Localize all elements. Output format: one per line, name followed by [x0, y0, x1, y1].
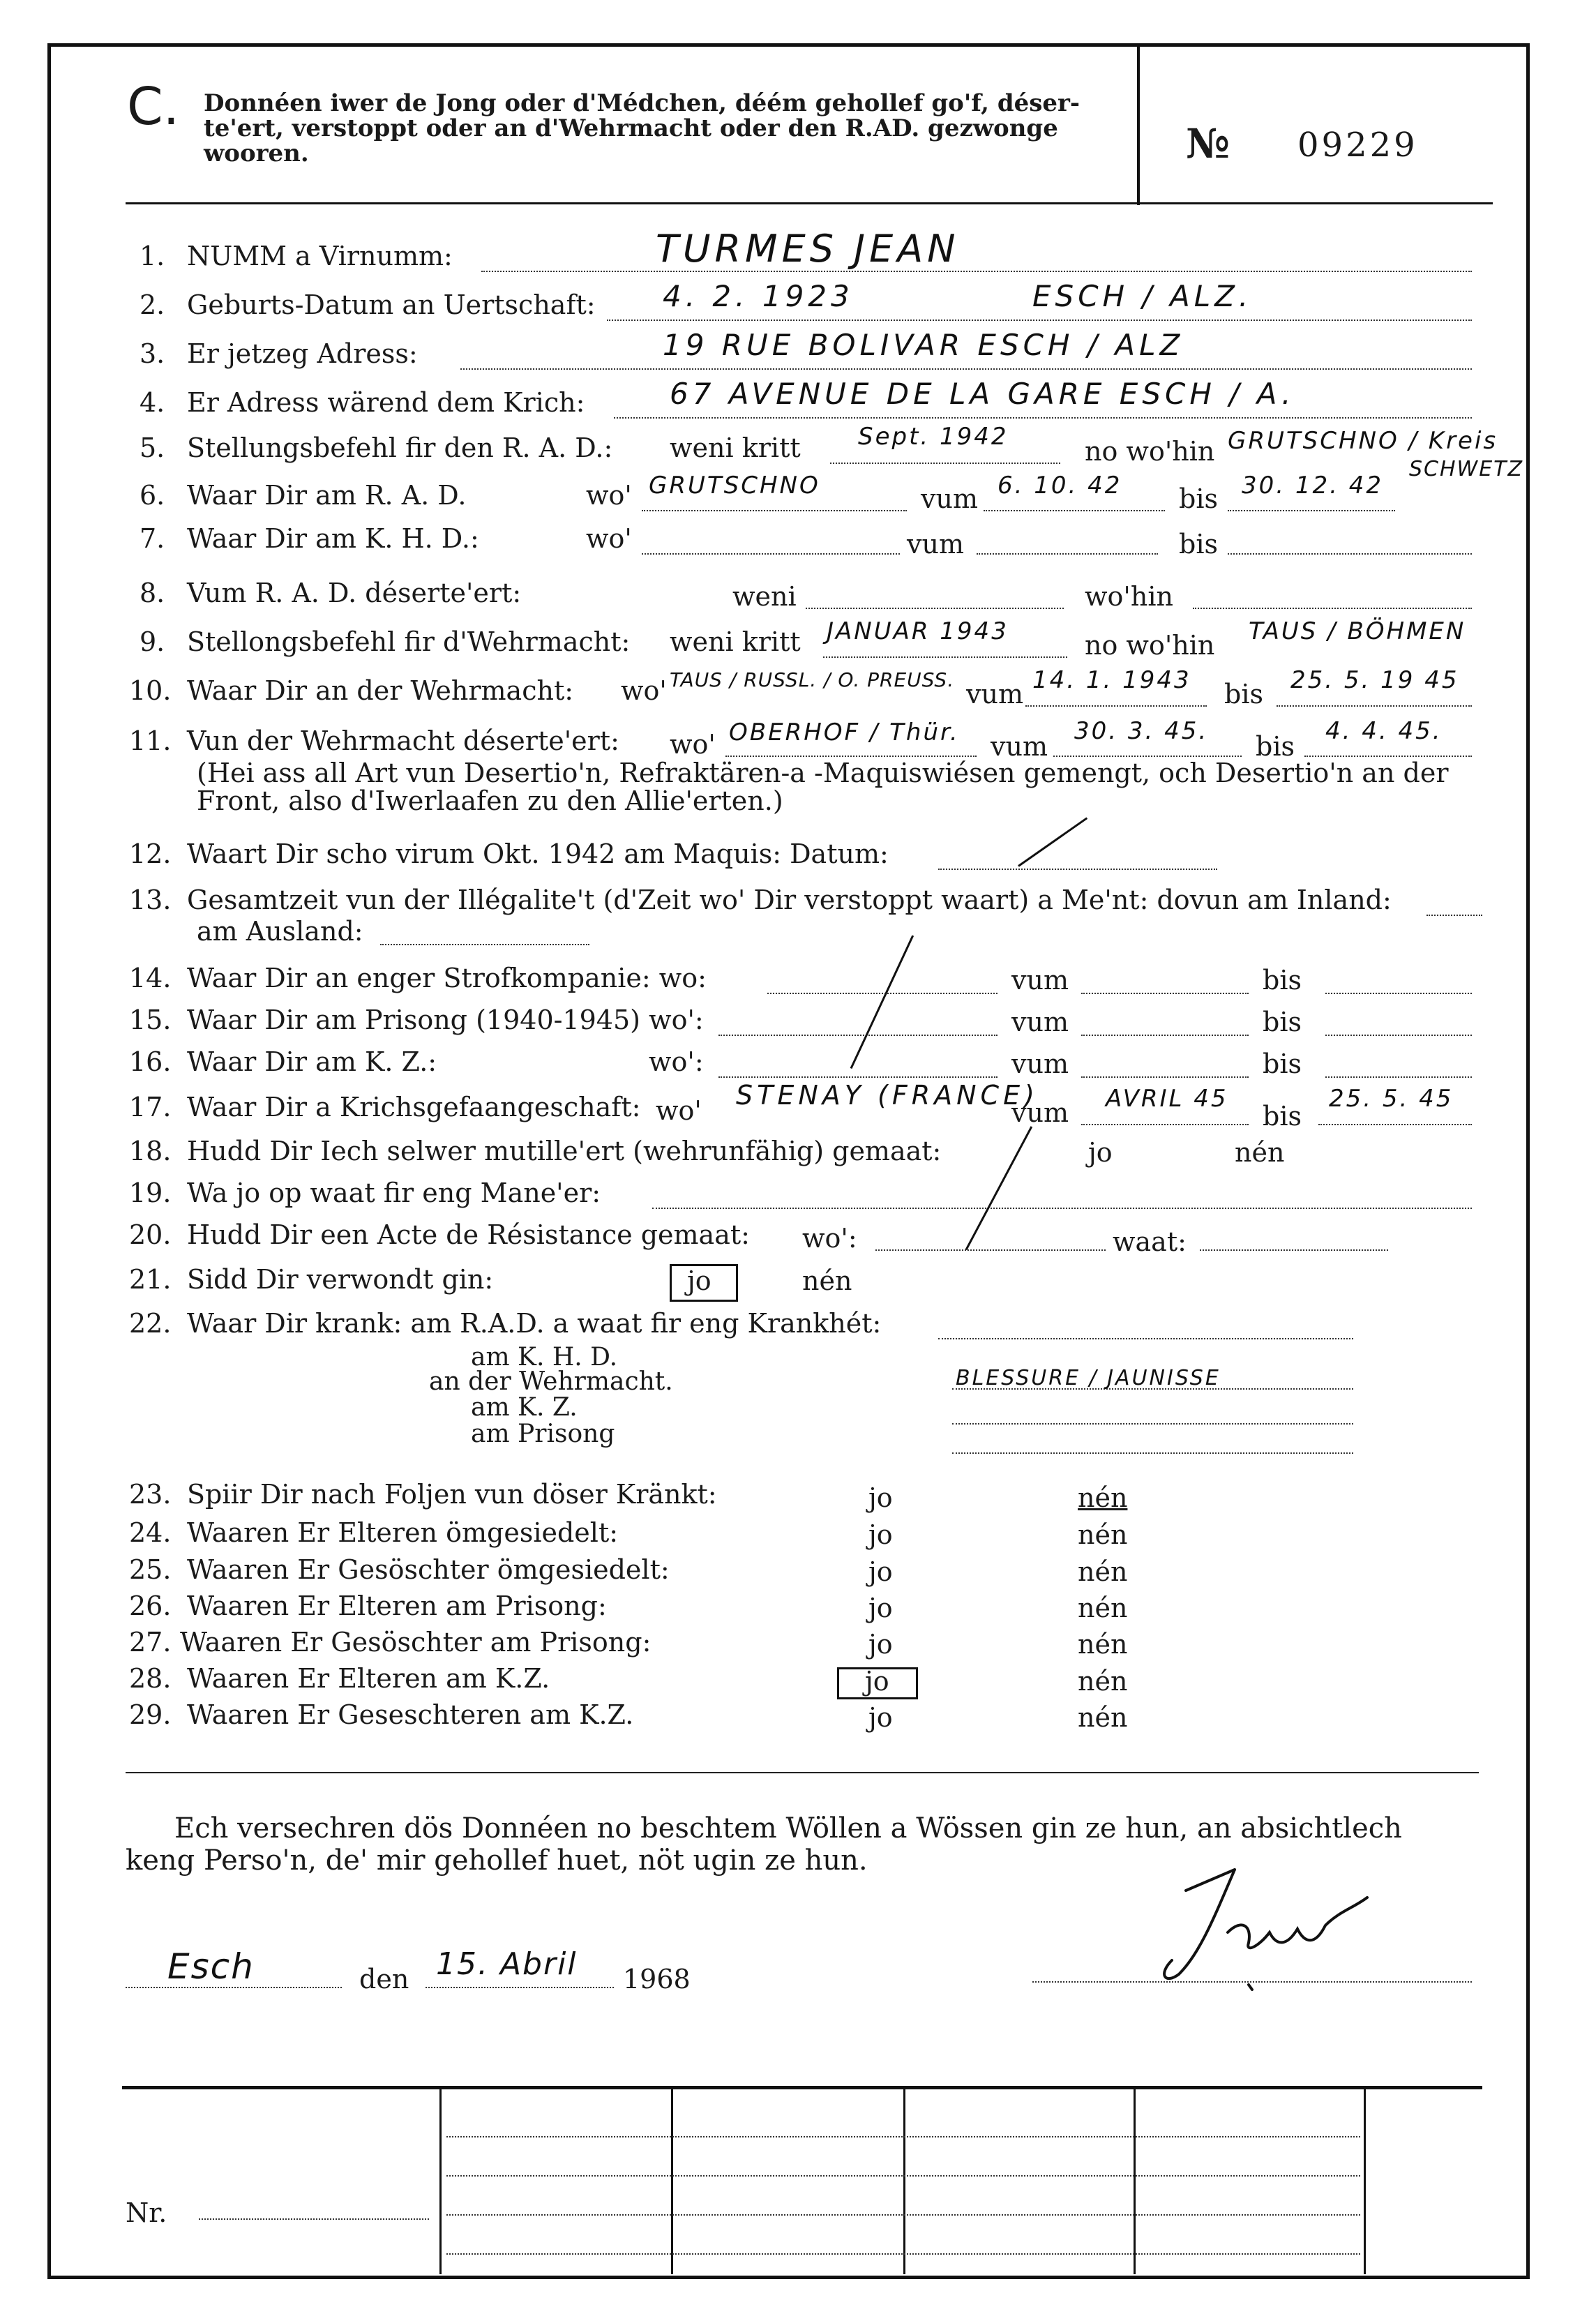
field-26-label: Waaren Er Elteren am Prisong:	[187, 1591, 607, 1621]
field-26-number: 26.	[129, 1591, 172, 1621]
field-28-nen[interactable]: nén	[1078, 1666, 1128, 1697]
field-20-place-line	[875, 1249, 1106, 1251]
field-1-number: 1.	[140, 241, 165, 271]
field-26-jo[interactable]: jo	[868, 1593, 893, 1623]
field-5-weni-label: weni kritt	[670, 433, 801, 463]
signing-date-line	[426, 1987, 614, 1988]
footer-nr-label: Nr.	[126, 2197, 167, 2228]
field-29-nen[interactable]: nén	[1078, 1702, 1128, 1733]
field-15-bis-label: bis	[1263, 1007, 1302, 1037]
field-13-ausland-line	[380, 944, 589, 945]
field-17-vum-label: vum	[1011, 1097, 1069, 1128]
field-10-label: Waar Dir an der Wehrmacht:	[187, 675, 574, 706]
field-3-value[interactable]: 19 RUE BOLIVAR ESCH / ALZ	[663, 328, 1184, 362]
field-21-label: Sidd Dir verwondt gin:	[187, 1264, 494, 1295]
field-6-bis-label: bis	[1179, 483, 1218, 514]
field-16-bis-label: bis	[1263, 1049, 1302, 1079]
field-9-date-line	[823, 656, 1067, 658]
field-14-from-line	[1081, 993, 1249, 994]
field-12-line	[938, 869, 1217, 870]
field-22-sub-wehrmacht: an der Wehrmacht.	[429, 1367, 673, 1396]
field-22-sub-prisong: am Prisong	[471, 1420, 615, 1448]
field-23-number: 23.	[129, 1479, 172, 1510]
field-14-to-line	[1325, 993, 1472, 994]
field-27-number: 27.	[129, 1627, 172, 1658]
field-9-wohin-label: no wo'hin	[1085, 630, 1215, 661]
field-5-number: 5.	[140, 433, 165, 463]
header-rule	[126, 202, 1493, 204]
field-24-nen[interactable]: nén	[1078, 1519, 1128, 1550]
field-6-from[interactable]: 6. 10. 42	[998, 472, 1122, 499]
field-17-bis-label: bis	[1263, 1101, 1302, 1132]
footer-cell-divider-3	[903, 2088, 905, 2274]
footer-dotted-row-1	[446, 2136, 1360, 2137]
field-7-number: 7.	[140, 523, 165, 554]
field-6-label: Waar Dir am R. A. D.	[187, 480, 467, 511]
header-divider	[1137, 43, 1140, 205]
field-9-place[interactable]: TAUS / BÖHMEN	[1249, 617, 1466, 645]
field-11-from[interactable]: 30. 3. 45.	[1074, 717, 1209, 745]
field-11-place[interactable]: OBERHOF / Thür.	[729, 719, 960, 746]
field-5-date[interactable]: Sept. 1942	[858, 423, 1009, 451]
field-25-label: Waaren Er Gesöschter ömgesiedelt:	[187, 1554, 670, 1585]
field-15-label: Waar Dir am Prisong (1940-1945) wo':	[187, 1005, 704, 1035]
field-15-number: 15.	[129, 1005, 172, 1035]
field-2-label: Geburts-Datum an Uertschaft:	[187, 290, 596, 320]
footer-dotted-row-4	[446, 2253, 1360, 2255]
signing-place[interactable]: Esch	[167, 1946, 255, 1987]
field-3-label: Er jetzeg Adress:	[187, 338, 418, 369]
field-7-place-line	[642, 553, 900, 555]
field-17-from[interactable]: AVRIL 45	[1106, 1085, 1228, 1113]
field-10-bis-label: bis	[1224, 679, 1263, 709]
field-18-nen[interactable]: nén	[1235, 1137, 1285, 1168]
field-1-label: NUMM a Virnumm:	[187, 241, 453, 271]
field-26-nen[interactable]: nén	[1078, 1593, 1128, 1623]
field-15-from-line	[1081, 1035, 1249, 1036]
field-16-to-line	[1325, 1076, 1472, 1078]
field-3-number: 3.	[140, 338, 165, 369]
field-11-note: (Hei ass all Art vun Desertio'n, Refraktären-a -Maquiswiésen gemengt, och Desertio'n an der Front, also d'Iwerlaafen zu den Allie'erten.)	[197, 758, 1449, 816]
signing-year: 1968	[623, 1964, 691, 1994]
footer-dotted-row-3	[446, 2214, 1360, 2216]
field-11-number: 11.	[129, 726, 172, 756]
form-number: 09229	[1297, 126, 1418, 165]
field-6-extra[interactable]: SCHWETZ	[1409, 457, 1524, 481]
field-6-wo-label: wo'	[586, 480, 632, 511]
signing-date[interactable]: 15. Abril	[436, 1946, 578, 1982]
field-21-jo[interactable]: jo	[687, 1265, 712, 1296]
field-6-to-line	[1228, 510, 1395, 511]
field-6-to[interactable]: 30. 12. 42	[1242, 472, 1384, 499]
field-21-number: 21.	[129, 1264, 172, 1295]
field-24-number: 24.	[129, 1517, 172, 1548]
section-heading: Donnéen iwer de Jong oder d'Médchen, déém gehollef go'f, déser-te'ert, verstoppt oder an d'Wehrmacht oder den R.AD. gezwonge wooren.	[204, 89, 1081, 167]
field-9-label: Stellongsbefehl fir d'Wehrmacht:	[187, 626, 631, 657]
field-5-date-line	[830, 463, 1060, 464]
field-13-ausland-label: am Ausland:	[197, 916, 363, 947]
field-25-number: 25.	[129, 1554, 172, 1585]
field-10-from-line	[1025, 705, 1207, 707]
field-11-place-line	[725, 756, 977, 757]
field-14-place-line	[767, 993, 998, 994]
section-letter: C.	[127, 77, 180, 137]
field-16-number: 16.	[129, 1046, 172, 1077]
field-11-to-line	[1304, 756, 1472, 757]
number-label: №	[1186, 120, 1230, 167]
field-7-wo-label: wo'	[586, 523, 632, 554]
field-11-label: Vun der Wehrmacht déserte'ert:	[187, 726, 619, 756]
field-29-jo[interactable]: jo	[868, 1702, 893, 1733]
field-5-place[interactable]: GRUTSCHNO / Kreis	[1228, 427, 1498, 455]
field-4-label: Er Adress wärend dem Krich:	[187, 387, 585, 418]
field-20-label: Hudd Dir een Acte de Résistance gemaat:	[187, 1219, 750, 1250]
field-6-from-line	[984, 510, 1165, 511]
field-18-jo[interactable]: jo	[1088, 1137, 1113, 1168]
field-11-from-line	[1053, 756, 1242, 757]
footer-cell-divider-2	[671, 2088, 673, 2274]
field-4-value[interactable]: 67 AVENUE DE LA GARE ESCH / A.	[670, 377, 1295, 411]
field-16-place-line	[718, 1076, 998, 1078]
field-22-line-1	[938, 1338, 1353, 1339]
signature-image	[1130, 1842, 1423, 2002]
field-21-nen[interactable]: nén	[802, 1265, 852, 1296]
footer-cell-divider-1	[439, 2088, 442, 2274]
field-13-label: Gesamtzeit vun der Illégalite't (d'Zeit wo' Dir verstoppt waart) a Me'nt: dovun am Inland:	[187, 885, 1392, 915]
field-17-wo-label: wo'	[656, 1095, 702, 1126]
footer-top-rule	[122, 2086, 1482, 2089]
field-2-line	[607, 320, 1472, 321]
field-6-place-line	[642, 510, 907, 511]
field-27-nen[interactable]: nén	[1078, 1629, 1128, 1660]
field-6-number: 6.	[140, 480, 165, 511]
field-17-place[interactable]: STENAY (FRANCE)	[736, 1080, 1039, 1111]
field-22-line-4	[952, 1452, 1353, 1454]
field-11-vum-label: vum	[991, 731, 1048, 762]
field-6-vum-label: vum	[921, 483, 978, 514]
field-17-label: Waar Dir a Krichsgefaangeschaft:	[187, 1092, 641, 1122]
field-10-number: 10.	[129, 675, 172, 706]
field-22-sub-kz: am K. Z.	[471, 1393, 578, 1422]
field-24-jo[interactable]: jo	[868, 1519, 893, 1550]
field-12-label: Waart Dir scho virum Okt. 1942 am Maquis: Datum:	[187, 839, 889, 869]
field-29-label: Waaren Er Geseschteren am K.Z.	[187, 1699, 634, 1730]
field-19-label: Wa jo op waat fir eng Mane'er:	[187, 1178, 601, 1208]
field-10-wo-label: wo'	[621, 675, 667, 706]
field-19-number: 19.	[129, 1178, 172, 1208]
field-28-label: Waaren Er Elteren am K.Z.	[187, 1663, 550, 1694]
signing-place-line	[126, 1987, 342, 1988]
field-10-to[interactable]: 25. 5. 19 45	[1290, 666, 1459, 694]
field-16-wo-label: wo':	[649, 1046, 704, 1077]
field-16-vum-label: vum	[1011, 1049, 1069, 1079]
field-18-label: Hudd Dir Iech selwer mutille'ert (wehrunfähig) gemaat:	[187, 1136, 942, 1166]
field-23-jo[interactable]: jo	[868, 1482, 893, 1513]
field-17-to[interactable]: 25. 5. 45	[1329, 1085, 1454, 1113]
field-6-place[interactable]: GRUTSCHNO	[649, 472, 820, 499]
field-17-from-line	[1081, 1124, 1249, 1125]
field-22-label: Waar Dir krank: am R.A.D. a waat fir eng Krankhét:	[187, 1308, 882, 1339]
field-7-from-line	[977, 553, 1158, 555]
field-19-line	[652, 1208, 1472, 1209]
field-24-label: Waaren Er Elteren ömgesiedelt:	[187, 1517, 619, 1548]
field-20-wo-label: wo':	[802, 1223, 857, 1254]
field-27-label: Waaren Er Gesöschter am Prisong:	[180, 1627, 652, 1658]
field-14-number: 14.	[129, 963, 172, 993]
field-16-from-line	[1081, 1076, 1249, 1078]
field-28-jo[interactable]: jo	[865, 1666, 889, 1697]
footer-dotted-row-2	[446, 2175, 1360, 2177]
field-3-line	[460, 368, 1472, 370]
field-2-date[interactable]: 4. 2. 1923	[663, 279, 854, 313]
field-8-place-line	[1193, 608, 1472, 609]
field-8-date-line	[806, 608, 1064, 609]
field-14-label: Waar Dir an enger Strofkompanie: wo:	[187, 963, 707, 993]
field-9-number: 9.	[140, 626, 165, 657]
field-13-inland-line	[1426, 915, 1482, 916]
field-17-number: 17.	[129, 1092, 172, 1122]
field-8-wohin-label: wo'hin	[1085, 581, 1173, 612]
field-11-bis-label: bis	[1256, 731, 1295, 762]
field-27-jo[interactable]: jo	[868, 1629, 893, 1660]
field-1-line	[481, 271, 1472, 272]
field-20-waat-label: waat:	[1113, 1226, 1187, 1257]
field-18-number: 18.	[129, 1136, 172, 1166]
declaration-rule	[126, 1772, 1479, 1773]
signing-den-label: den	[359, 1964, 409, 1994]
field-13-number: 13.	[129, 885, 172, 915]
field-23-label: Spiir Dir nach Foljen vun döser Kränkt:	[187, 1479, 717, 1510]
field-8-number: 8.	[140, 578, 165, 608]
field-10-place[interactable]: TAUS / RUSSL. / O. PREUSS.	[670, 668, 955, 691]
field-22-line-3	[952, 1423, 1353, 1425]
declaration-text: Ech versechren dös Donnéen no beschtem Wöllen a Wössen gin ze hun, an absichtlech keng Perso'n, de' mir gehollef huet, nöt ugin ze hun.	[126, 1812, 1402, 1877]
field-4-line	[614, 417, 1472, 419]
field-25-jo[interactable]: jo	[868, 1556, 893, 1587]
field-7-to-line	[1228, 553, 1472, 555]
footer-nr-line	[199, 2218, 429, 2220]
field-15-vum-label: vum	[1011, 1007, 1069, 1037]
field-11-to[interactable]: 4. 4. 45.	[1325, 717, 1443, 745]
field-23-nen[interactable]: nén	[1078, 1482, 1128, 1513]
field-29-number: 29.	[129, 1699, 172, 1730]
field-5-label: Stellungsbefehl fir den R. A. D.:	[187, 433, 613, 463]
field-16-label: Waar Dir am K. Z.:	[187, 1046, 437, 1077]
field-1-value[interactable]: TURMES JEAN	[656, 227, 960, 271]
field-2-number: 2.	[140, 290, 165, 320]
field-20-waat-line	[1200, 1249, 1388, 1251]
field-10-to-line	[1277, 705, 1472, 707]
field-15-to-line	[1325, 1035, 1472, 1036]
field-15-place-line	[718, 1035, 998, 1036]
field-10-vum-label: vum	[966, 679, 1023, 709]
field-22-value[interactable]: BLESSURE / JAUNISSE	[956, 1366, 1221, 1390]
field-14-bis-label: bis	[1263, 965, 1302, 995]
footer-cell-divider-5	[1364, 2088, 1366, 2274]
field-2-place[interactable]: ESCH / ALZ.	[1032, 279, 1253, 313]
field-8-weni-label: weni	[732, 581, 797, 612]
field-28-number: 28.	[129, 1663, 172, 1694]
field-17-to-line	[1318, 1124, 1472, 1125]
field-25-nen[interactable]: nén	[1078, 1556, 1128, 1587]
signature-line	[1032, 1981, 1472, 1983]
field-9-date[interactable]: JANUAR 1943	[827, 617, 1009, 645]
field-4-number: 4.	[140, 387, 165, 418]
field-7-vum-label: vum	[907, 529, 964, 559]
field-11-wo-label: wo'	[670, 729, 716, 760]
field-12-number: 12.	[129, 839, 172, 869]
field-8-label: Vum R. A. D. déserte'ert:	[187, 578, 522, 608]
field-20-number: 20.	[129, 1219, 172, 1250]
field-14-vum-label: vum	[1011, 965, 1069, 995]
field-7-bis-label: bis	[1179, 529, 1218, 559]
footer-cell-divider-4	[1134, 2088, 1136, 2274]
field-5-wohin-label: no wo'hin	[1085, 436, 1215, 467]
field-22-sub-khd: am K. H. D.	[471, 1343, 618, 1372]
field-22-number: 22.	[129, 1308, 172, 1339]
field-9-weni-label: weni kritt	[670, 626, 801, 657]
field-7-label: Waar Dir am K. H. D.:	[187, 523, 479, 554]
field-10-from[interactable]: 14. 1. 1943	[1032, 666, 1191, 694]
